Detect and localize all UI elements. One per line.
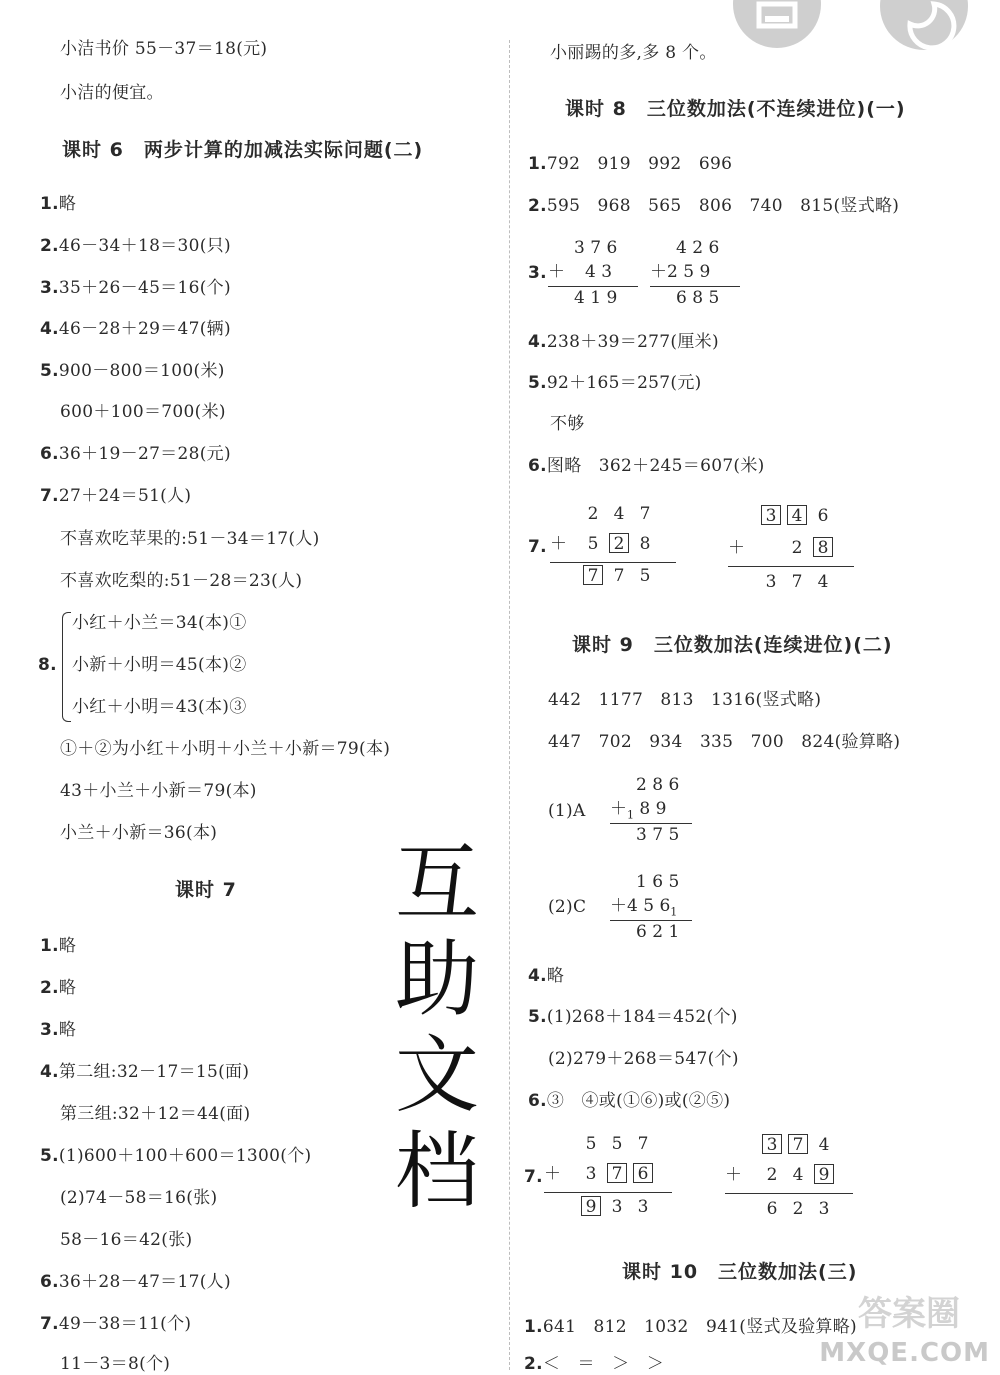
choice-label: (2)C <box>548 897 587 917</box>
answer-box: 3 <box>762 1134 782 1154</box>
site-watermark: MXQE.COM <box>819 1338 990 1368</box>
lesson-8-title: 课时 8 三位数加法(不连续进位)(一) <box>565 98 906 120</box>
answer-line: 不喜欢吃苹果的:51－34＝17(人) <box>60 529 320 549</box>
equation-line: 小红＋小兰＝34(本)① <box>72 613 247 633</box>
answer-box: 7 <box>607 1163 627 1183</box>
addend-top: 2 4 7 <box>587 504 651 524</box>
addend-bottom: ＋ 4 3 <box>548 262 613 282</box>
watermark-char: 档 <box>395 1122 480 1220</box>
answer-box: 7 <box>788 1134 808 1154</box>
sum: 6 8 5 <box>676 288 720 308</box>
sum: 6 2 3 <box>766 1199 830 1219</box>
answer-box: 7 <box>583 565 603 585</box>
answer-line: 58－16＝42(张) <box>60 1230 193 1250</box>
answer-box: 3 <box>761 505 781 525</box>
answer-line: 600＋100＝700(米) <box>60 402 226 422</box>
answer-line: 2.＜ ＝ ＞ ＞ <box>524 1354 664 1374</box>
answer-line: (2)74－58＝16(张) <box>60 1188 218 1208</box>
answer-line: 6.36＋28－47＝17(人) <box>40 1272 231 1292</box>
addend-bottom: ＋ 3 7 6 <box>544 1162 656 1186</box>
answer-line: 小兰＋小新＝36(本) <box>60 823 218 843</box>
answer-line: 第三组:32＋12＝44(面) <box>60 1104 251 1124</box>
sum: 7 7 5 <box>580 564 658 588</box>
text-line: 小洁的便宜。 <box>60 83 164 103</box>
answer-line: 4.略 <box>528 966 565 986</box>
answer-line: 2.595 968 565 806 740 815(竖式略) <box>528 196 900 216</box>
answer-line: 2.46－34＋18＝30(只) <box>40 236 231 256</box>
sum: 4 1 9 <box>574 288 618 308</box>
answer-line: 7.49－38＝11(个) <box>40 1314 192 1334</box>
lesson-10-title: 课时 10 三位数加法(三) <box>622 1261 858 1283</box>
answer-line: 6.36＋19－27＝28(元) <box>40 444 231 464</box>
answer-line: 4.第二组:32－17＝15(面) <box>40 1062 250 1082</box>
item-7-number: 7. <box>528 537 547 557</box>
addend-top: 2 8 6 <box>636 775 680 795</box>
equation-line: 小新＋小明＝45(本)② <box>72 655 247 675</box>
addend-top: 3 7 4 <box>759 1133 837 1157</box>
addend-top: 4 2 6 <box>676 238 720 258</box>
watermark-char: 助 <box>395 930 480 1028</box>
sum: 6 2 1 <box>636 922 680 942</box>
answer-line: 4.238＋39＝277(厘米) <box>528 332 719 352</box>
equation-line: 小红＋小明＝43(本)③ <box>72 697 247 717</box>
sum: 3 7 5 <box>636 825 680 845</box>
answer-line: 3.35＋26－45＝16(个) <box>40 278 231 298</box>
answer-line: (2)279＋268＝547(个) <box>548 1049 739 1069</box>
sum: 9 3 3 <box>578 1195 656 1219</box>
item-7-number: 7. <box>524 1167 543 1187</box>
addend-top: 3 7 6 <box>574 238 618 258</box>
answer-line: ①＋②为小红＋小明＋小兰＋小新＝79(本) <box>60 739 391 759</box>
answer-line: 7.27＋24＝51(人) <box>40 486 192 506</box>
addend-bottom: ＋4 5 $6_1$ <box>610 896 678 919</box>
lesson-6-title: 课时 6 两步计算的加减法实际问题(二) <box>62 139 424 161</box>
handwritten-watermark <box>395 835 505 1219</box>
answer-box: 8 <box>813 537 833 557</box>
addend-bottom: $+_1$ 8 9 <box>610 799 667 822</box>
watermark-char: 互 <box>395 834 480 932</box>
text-line: 小丽踢的多,多 8 个。 <box>550 43 717 63</box>
lesson-7-title: 课时 7 <box>175 879 237 901</box>
answer-line: 2.略 <box>40 978 77 998</box>
addend-top: 5 5 7 <box>585 1134 649 1154</box>
answer-line: 3.略 <box>40 1020 77 1040</box>
answer-line: 5.(1)600＋100＋600＝1300(个) <box>40 1146 312 1166</box>
answer-box: 2 <box>609 533 629 553</box>
answer-line: 1.792 919 992 696 <box>528 154 733 174</box>
answer-line: 447 702 934 335 700 824(验算略) <box>548 732 901 752</box>
answer-box: 6 <box>633 1163 653 1183</box>
answer-line: 6.③ ④或(①⑥)或(②⑤) <box>528 1091 731 1111</box>
answer-line: 1.略 <box>40 194 77 214</box>
addend-bottom: ＋ 2 8 <box>728 536 836 560</box>
item-3-number: 3. <box>528 263 547 283</box>
answer-line: 442 1177 813 1316(竖式略) <box>548 690 822 710</box>
answer-line: 43＋小兰＋小新＝79(本) <box>60 781 257 801</box>
addend-top: 1 6 5 <box>636 872 680 892</box>
answer-box: 9 <box>581 1196 601 1216</box>
answer-line: 6.图略 362＋245＝607(米) <box>528 456 765 476</box>
answer-box: 9 <box>814 1164 834 1184</box>
site-watermark-cn: 答案圈 <box>858 1294 960 1334</box>
answer-line: 1.略 <box>40 936 77 956</box>
addend-bottom: ＋2 5 9 <box>650 262 711 282</box>
answer-line: 5.900－800＝100(米) <box>40 361 225 381</box>
answer-line: 1.641 812 1032 941(竖式及验算略) <box>524 1317 857 1337</box>
addend-top: 3 4 6 <box>758 504 836 528</box>
lesson-9-title: 课时 9 三位数加法(连续进位)(二) <box>572 634 893 656</box>
watermark-char: 文 <box>395 1026 480 1124</box>
addend-bottom: ＋ 2 4 9 <box>725 1163 837 1187</box>
answer-line: 4.46－28＋29＝47(辆) <box>40 319 231 339</box>
item-8-number: 8. <box>38 655 57 675</box>
answer-line: 不喜欢吃梨的:51－28＝23(人) <box>60 571 303 591</box>
right-column <box>510 0 1000 1373</box>
answer-line: 5.(1)268＋184＝452(个) <box>528 1007 738 1027</box>
sum: 3 7 4 <box>765 572 829 592</box>
answer-box: 4 <box>787 505 807 525</box>
addend-bottom: ＋ 5 2 8 <box>550 534 651 554</box>
answer-line: 5.92＋165＝257(元) <box>528 373 702 393</box>
choice-label: (1)A <box>548 801 586 821</box>
text-line: 小洁书价 55－37＝18(元) <box>60 39 268 59</box>
brace <box>62 612 71 722</box>
answer-line: 不够 <box>550 414 585 434</box>
answer-line: 11－3＝8(个) <box>60 1354 171 1374</box>
